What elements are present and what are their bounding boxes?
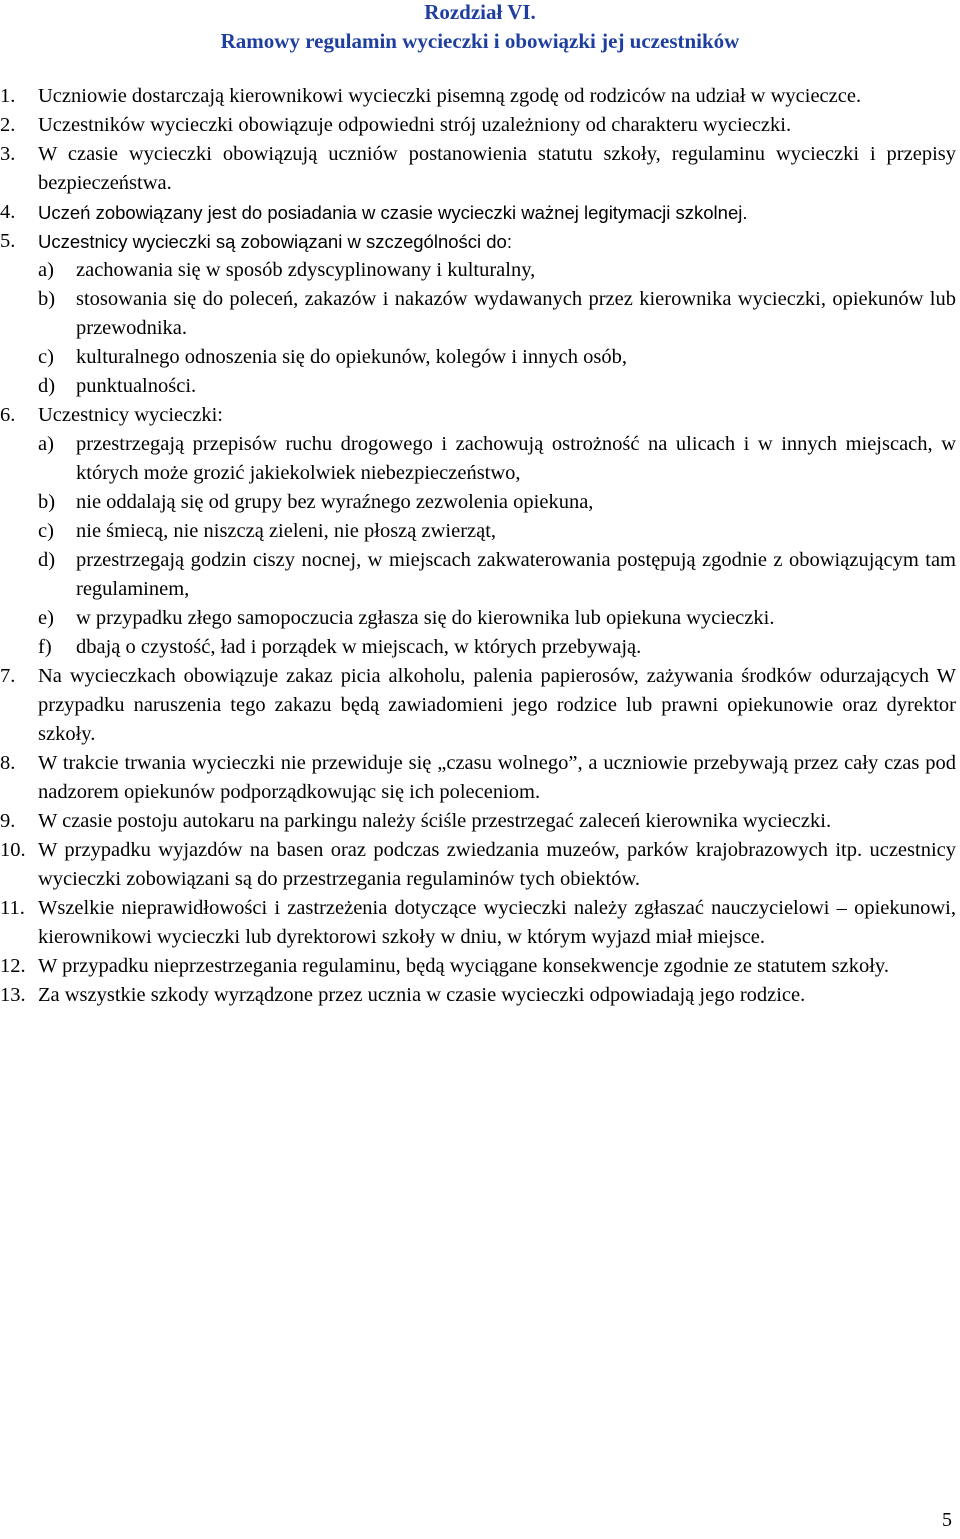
rule-number: 12. bbox=[0, 955, 26, 977]
rule-number: 11. bbox=[0, 897, 25, 919]
rule-number: 3. bbox=[0, 143, 16, 165]
rule-number: 4. bbox=[0, 201, 16, 223]
rules-list bbox=[0, 82, 956, 1010]
subitem-text: punktualności. bbox=[76, 375, 197, 397]
rule-item bbox=[0, 82, 956, 111]
rule-item bbox=[0, 952, 956, 981]
rule-number: 8. bbox=[0, 752, 16, 774]
rule-text: Na wycieczkach obowiązuje zakaz picia alkoholu, palenia papierosów, zażywania środków odurzających W przypadku naruszenia tego zakazu będą zawiadomieni jego rodzice lub prawni opiekunowie oraz dyrektor szkoły. bbox=[38, 665, 956, 745]
rule-subitem bbox=[38, 285, 956, 343]
rule-item bbox=[0, 894, 956, 952]
subitem-text: przestrzegają godzin ciszy nocnej, w miejscach zakwaterowania postępują zgodnie z obowiązującym tam regulaminem, bbox=[76, 549, 956, 600]
rule-subitem bbox=[38, 343, 956, 372]
rule-text: Wszelkie nieprawidłowości i zastrzeżenia dotyczące wycieczki należy zgłaszać nauczycielowi – opiekunowi, kierownikowi wycieczki lub dyrektorowi szkoły w dniu, w którym wyjazd miał miejsce. bbox=[38, 897, 956, 948]
page-number: 5 bbox=[942, 1509, 952, 1531]
rule-text: Uczniowie dostarczają kierownikowi wycieczki pisemną zgodę od rodziców na udział w wycieczce. bbox=[38, 85, 862, 107]
rule-body bbox=[38, 894, 956, 952]
rule-text: W czasie postoju autokaru na parkingu należy ściśle przestrzegać zaleceń kierownika wycieczki. bbox=[38, 810, 832, 832]
subitem-text: nie oddalają się od grupy bez wyraźnego zezwolenia opiekuna, bbox=[76, 491, 594, 513]
rule-text: Uczestnicy wycieczki: bbox=[38, 404, 223, 426]
rule-text: Uczestnicy wycieczki są zobowiązani w szczególności do: bbox=[38, 231, 512, 252]
subitem-text: nie śmiecą, nie niszczą zieleni, nie płoszą zwierząt, bbox=[76, 520, 497, 542]
rule-subitem bbox=[38, 372, 956, 401]
rule-text: Za wszystkie szkody wyrządzone przez ucznia w czasie wycieczki odpowiadają jego rodzice. bbox=[38, 984, 806, 1006]
rule-body bbox=[38, 836, 956, 894]
rule-subitem bbox=[38, 256, 956, 285]
rule-subitem bbox=[38, 488, 956, 517]
chapter-header bbox=[0, 0, 960, 56]
subitem-letter: a) bbox=[38, 259, 54, 281]
rule-item bbox=[0, 836, 956, 894]
rule-body bbox=[38, 140, 956, 198]
rule-text: Uczeń zobowiązany jest do posiadania w czasie wycieczki ważnej legitymacji szkolnej. bbox=[38, 202, 748, 223]
rule-item bbox=[0, 401, 956, 662]
rule-item bbox=[0, 111, 956, 140]
rule-number: 2. bbox=[0, 114, 16, 136]
subitem-letter: c) bbox=[38, 520, 54, 542]
rule-item bbox=[0, 662, 956, 749]
rule-number: 1. bbox=[0, 85, 16, 107]
subitem-letter: f) bbox=[38, 636, 52, 658]
rule-body bbox=[38, 227, 956, 401]
subitem-letter: b) bbox=[38, 491, 56, 513]
subitem-letter: e) bbox=[38, 607, 54, 629]
rule-subitem bbox=[38, 604, 956, 633]
rule-number: 7. bbox=[0, 665, 16, 687]
rule-item bbox=[0, 227, 956, 401]
rule-text: W przypadku nieprzestrzegania regulaminu, będą wyciągane konsekwencje zgodnie ze statutem szkoły. bbox=[38, 955, 889, 977]
rule-item bbox=[0, 140, 956, 198]
rule-text: W trakcie trwania wycieczki nie przewiduje się „czasu wolnego”, a uczniowie przebywają przez cały czas pod nadzorem opiekunów podporządkowując się ich poleceniom. bbox=[38, 752, 956, 803]
rule-number: 5. bbox=[0, 230, 16, 252]
rule-text: W przypadku wyjazdów na basen oraz podczas zwiedzania muzeów, parków krajobrazowych itp. uczestnicy wycieczki zobowiązani są do przestrzegania regulaminów tych obiektów. bbox=[38, 839, 956, 890]
rule-body bbox=[38, 82, 956, 111]
rule-body bbox=[38, 749, 956, 807]
chapter-number: Rozdział VI. bbox=[424, 0, 536, 24]
subitem-letter: c) bbox=[38, 346, 54, 368]
rule-subitem bbox=[38, 517, 956, 546]
subitem-letter: b) bbox=[38, 288, 56, 310]
rule-body bbox=[38, 198, 956, 227]
rule-subitem bbox=[38, 633, 956, 662]
subitem-text: zachowania się w sposób zdyscyplinowany i kulturalny, bbox=[76, 259, 536, 281]
chapter-title: Ramowy regulamin wycieczki i obowiązki jej uczestników bbox=[220, 29, 740, 53]
subitem-text: w przypadku złego samopoczucia zgłasza się do kierownika lub opiekuna wycieczki. bbox=[76, 607, 775, 629]
rule-item bbox=[0, 198, 956, 227]
rule-body bbox=[38, 662, 956, 749]
rule-number: 13. bbox=[0, 984, 26, 1006]
subitem-letter: d) bbox=[38, 549, 56, 571]
rule-item bbox=[0, 981, 956, 1010]
rule-body bbox=[38, 111, 956, 140]
rule-item bbox=[0, 749, 956, 807]
rule-body bbox=[38, 981, 956, 1010]
subitem-letter: a) bbox=[38, 433, 54, 455]
subitem-text: dbają o czystość, ład i porządek w miejscach, w których przebywają. bbox=[76, 636, 642, 658]
rule-body bbox=[38, 807, 956, 836]
subitem-text: stosowania się do poleceń, zakazów i nakazów wydawanych przez kierownika wycieczki, opiekunów lub przewodnika. bbox=[76, 288, 956, 339]
rule-number: 6. bbox=[0, 404, 16, 426]
rule-number: 10. bbox=[0, 839, 26, 861]
rule-body bbox=[38, 952, 956, 981]
rule-text: W czasie wycieczki obowiązują uczniów postanowienia statutu szkoły, regulaminu wycieczki i przepisy bezpieczeństwa. bbox=[38, 143, 956, 194]
rule-subitem bbox=[38, 430, 956, 488]
rule-text: Uczestników wycieczki obowiązuje odpowiedni strój uzależniony od charakteru wycieczki. bbox=[38, 114, 792, 136]
rule-number: 9. bbox=[0, 810, 16, 832]
rule-item bbox=[0, 807, 956, 836]
subitem-text: kulturalnego odnoszenia się do opiekunów, kolegów i innych osób, bbox=[76, 346, 627, 368]
rule-body bbox=[38, 401, 956, 662]
subitem-text: przestrzegają przepisów ruchu drogowego i zachowują ostrożność na ulicach i w innych miejscach, w których może grozić jakiekolwiek niebezpieczeństwo, bbox=[76, 433, 956, 484]
rule-subitem bbox=[38, 546, 956, 604]
subitem-letter: d) bbox=[38, 375, 56, 397]
